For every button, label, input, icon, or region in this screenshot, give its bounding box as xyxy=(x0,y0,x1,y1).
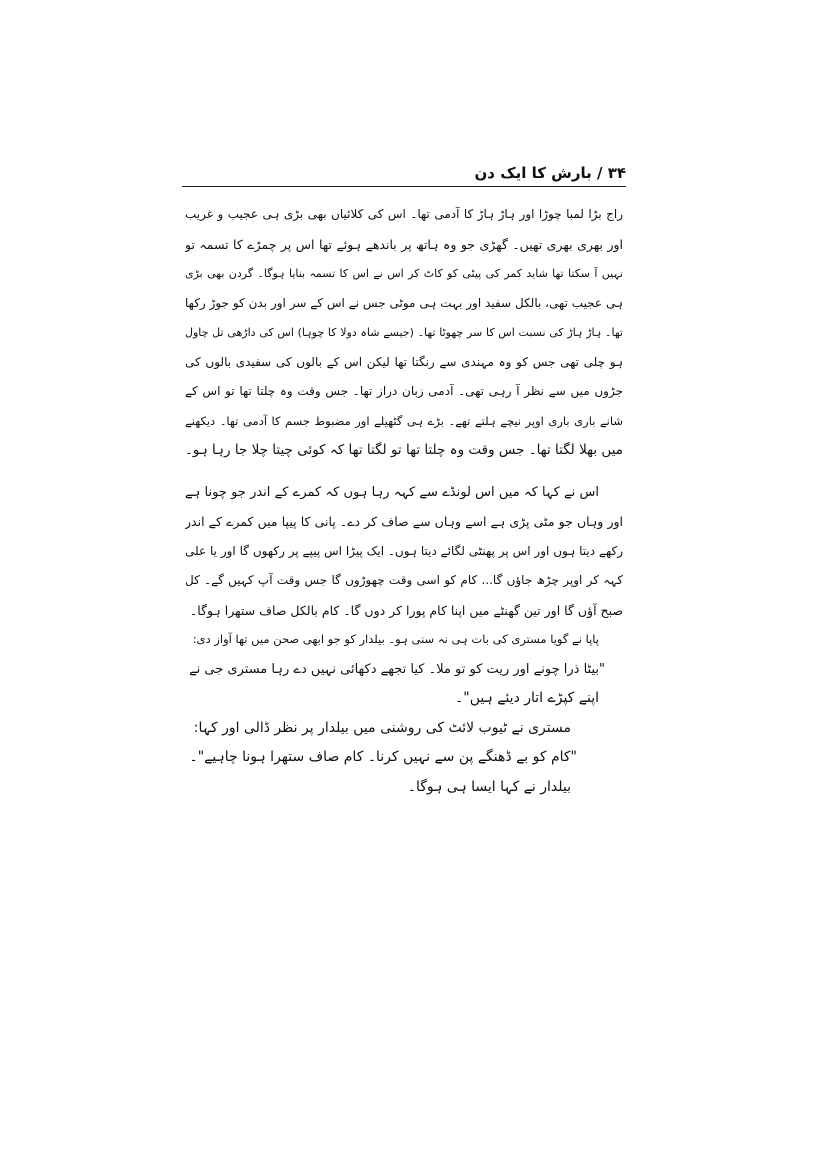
text-line: کہہ کر اوپر چڑھ جاؤں گا... کام کو اسی وقت چھوڑوں گا جس وقت آپ کہیں گے۔ کل xyxy=(185,573,623,587)
dialogue-line: اپنے کپڑے اتار دیئے ہیں"۔ xyxy=(455,690,599,706)
text-line: صبح آؤں گا اور تین گھنٹے میں اپنا کام پورا کر دوں گا۔ کام بالکل صاف ستھرا ہوگا۔ xyxy=(189,602,623,618)
text-line: بیلدار نے کہا ایسا ہی ہوگا۔ xyxy=(407,778,571,795)
running-head: ۳۴ / بارش کا ایک دن xyxy=(474,164,626,182)
text-line: ہو چلی تھی جس کو وہ مہندی سے رنگتا تھا لیکن اس کے بالوں کی سفیدی بالوں کی xyxy=(185,354,623,369)
text-line: اور وہاں جو مٹی پڑی ہے اسے وہاں سے صاف کر دے۔ پانی کا پیپا میں کمرے کے اندر xyxy=(185,514,623,529)
text-line: رکھے دیتا ہوں اور اس پر پھنٹی لگائے دیتا ہوں۔ ایک پیڑا اس پیپے پر رکھوں گا اور یا علی xyxy=(185,543,623,558)
text-line: تھا۔ ہاڑ ہاڑ کی نسبت اس کا سر چھوٹا تھا۔ (جیسے شاہ دولا کا چوہا) اس کی داڑھی تل چاول xyxy=(185,326,623,339)
text-line: پاپا نے گویا مستری کی بات ہی نہ سنی ہو۔ بیلدار کو جو ابھی صحن میں تھا آواز دی: xyxy=(192,632,599,646)
dialogue-line: "بیٹا ذرا چونے اور ریت کو تو ملا۔ کیا تجھے دکھائی نہیں دے رہا مستری جی نے xyxy=(189,661,605,677)
text-line: جڑوں میں سے نظر آ رہی تھی۔ آدمی زبان دراز تھا۔ جس وقت وہ چلتا تھا تو اس کے xyxy=(185,384,623,398)
text-line: ہی عجیب تھی، بالکل سفید اور بہت ہی موٹی جس نے اس کے سر اور بدن کو جوڑ رکھا xyxy=(185,295,623,310)
text-line: راج بڑا لمبا چوڑا اور ہاڑ ہاڑ کا آدمی تھا۔ اس کی کلائیاں بھی بڑی ہی عجیب و غریب xyxy=(185,207,623,221)
dialogue-line: "کام کو بے ڈھنگے پن سے نہیں کرنا۔ کام صاف ستھرا ہونا چاہیے"۔ xyxy=(189,749,577,765)
text-line: اور بھری بھری تھیں۔ گھڑی جو وہ ہاتھ پر باندھے ہوئے تھا اس پر چمڑے کا تسمہ تو xyxy=(185,236,623,252)
text-line: شانے باری باری اوپر نیچے ہلتے تھے۔ بڑے ہی گٹھیلے اور مضبوط جسم کا آدمی تھا۔ دیکھنے xyxy=(185,413,623,428)
text-line: نہیں آ سکتا تھا شاید کمر کی پیٹی کو کاٹ کر اس نے اس کا تسمہ بنایا ہوگا۔ گردن بھی بڑی xyxy=(185,267,623,280)
text-line: مستری نے ٹیوب لائٹ کی روشنی میں بیلدار پر نظر ڈالی اور کہا: xyxy=(193,719,571,736)
text-line: میں بھلا لگتا تھا۔ جس وقت وہ چلتا تھا تو لگتا تھا کہ کوئی چیتا چلا جا رہا ہو۔ xyxy=(185,442,623,458)
text-line: اس نے کہا کہ میں اس لونڈے سے کہہ رہا ہوں کہ کمرے کے اندر جو چونا ہے xyxy=(185,484,599,500)
body-text xyxy=(185,200,623,802)
paragraph-gap xyxy=(185,466,623,478)
header-rule xyxy=(182,186,626,187)
